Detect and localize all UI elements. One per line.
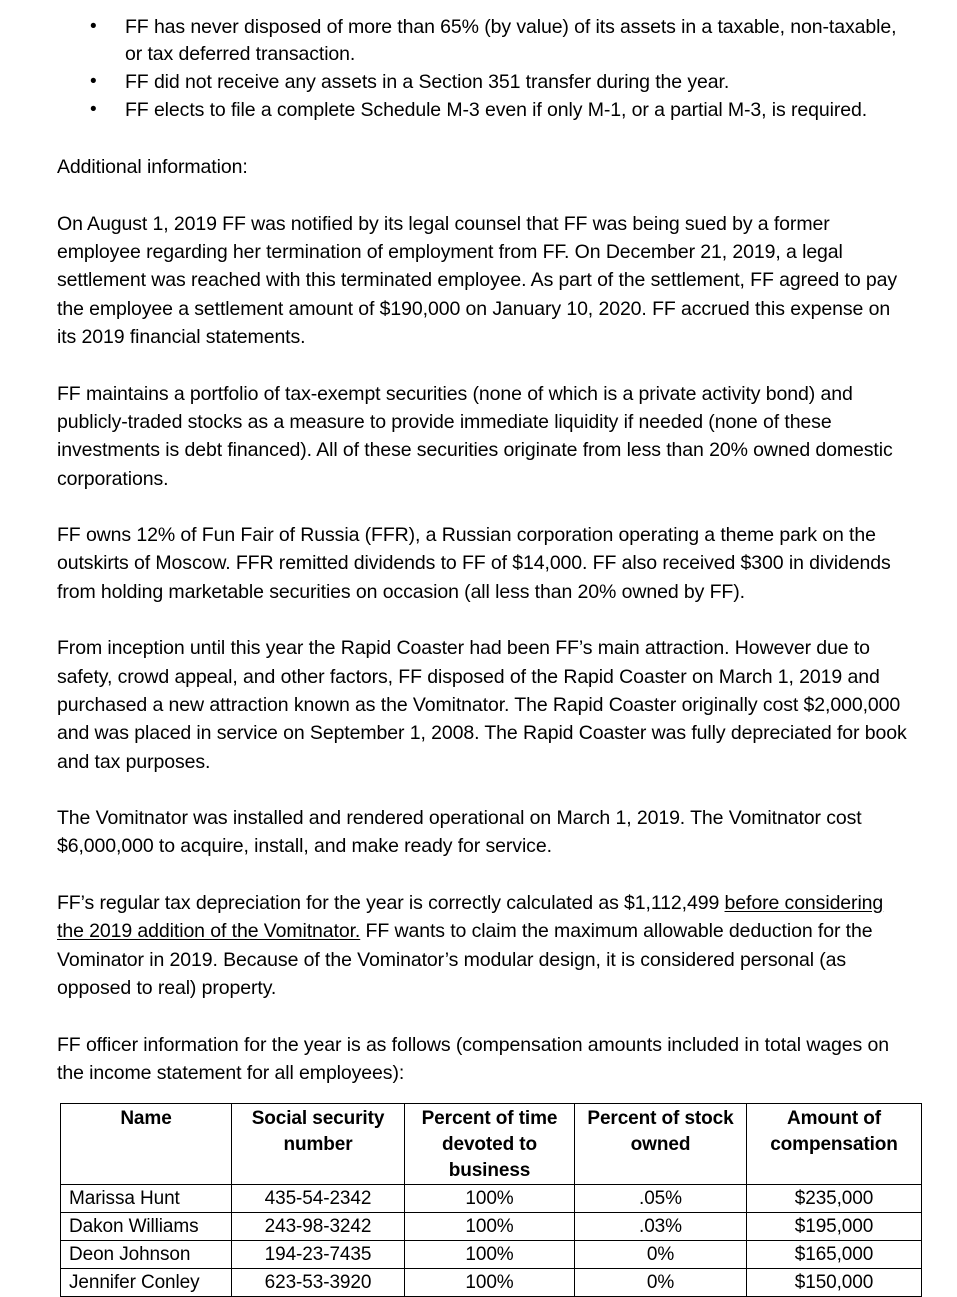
- paragraph-lawsuit-settlement: On August 1, 2019 FF was notified by its legal counsel that FF was being sued by a former employee regarding her termination of employment from FF. On December 21, 2019, a legal settlement was reached with this terminated employee. As part of the settlement, FF agreed to pay the employee a settlement amount of $190,000 on January 10, 2020. FF accrued this expense on its 2019 financial statements.: [57, 212, 898, 349]
- spacer: [57, 861, 907, 889]
- paragraph-ffr-dividends: FF owns 12% of Fun Fair of Russia (FFR), a Russian corporation operating a theme park on the outskirts of Moscow. FFR remitted dividends to FF of $14,000. FF also received $300 in dividends from holding marketable securities on occasion (all less than 20% owned by FF).: [57, 524, 891, 603]
- cell-percent-time: 100%: [405, 1269, 575, 1297]
- column-header-percent-of-time: Percent of time devoted to business: [405, 1104, 575, 1185]
- cell-percent-stock: .03%: [575, 1213, 747, 1241]
- officer-table-container: [60, 1103, 921, 1297]
- cell-percent-time: 100%: [405, 1241, 575, 1269]
- cell-name: Marissa Hunt: [61, 1185, 232, 1213]
- table-row: [61, 1241, 922, 1269]
- depreciation-text-lead: FF’s regular tax depreciation for the year is correctly calculated as $1,112,499: [57, 892, 725, 915]
- paragraph-securities-portfolio: FF maintains a portfolio of tax-exempt securities (none of which is a private activity bond) and publicly-traded stocks as a measure to provide immediate liquidity if needed (none of these investments is debt financed). All of these securities originate from less than 20% owned domestic corporations.: [57, 382, 893, 490]
- cell-percent-stock: 0%: [575, 1241, 747, 1269]
- cell-percent-stock: 0%: [575, 1269, 747, 1297]
- spacer: [57, 125, 907, 153]
- paragraph-tax-depreciation: [57, 889, 907, 1002]
- column-header-amount-of-compensation: Amount of compensation: [747, 1104, 922, 1185]
- spacer: [57, 776, 907, 804]
- table-header-row: [61, 1104, 922, 1185]
- cell-percent-stock: .05%: [575, 1185, 747, 1213]
- assumptions-bullet-list: [57, 14, 907, 124]
- cell-name: Jennifer Conley: [61, 1269, 232, 1297]
- spacer: [57, 606, 907, 634]
- officer-information-table: [60, 1103, 922, 1297]
- cell-compensation: $165,000: [747, 1241, 922, 1269]
- cell-compensation: $195,000: [747, 1213, 922, 1241]
- cell-ssn: 243-98-3242: [232, 1213, 405, 1241]
- depreciation-underlined-phrase: before considering the 2019 addition of the Vomitnator.: [57, 892, 884, 943]
- list-item: • FF has never disposed of more than 65% (by value) of its assets in a taxable, non-taxable, or tax deferred transaction.: [57, 14, 907, 68]
- depreciation-text-tail: FF wants to claim the maximum allowable deduction for the Vominator in 2019. Because of the Vominator’s modular design, it is considered personal (as opposed to real) property.: [57, 920, 873, 999]
- column-header-social-security-number: Social security number: [232, 1104, 405, 1185]
- cell-name: Deon Johnson: [61, 1241, 232, 1269]
- cell-compensation: $150,000: [747, 1269, 922, 1297]
- column-header-name: Name: [61, 1104, 232, 1185]
- paragraph-officer-intro: FF officer information for the year is as follows (compensation amounts included in total wages on the income statement for all employees):: [57, 1033, 890, 1084]
- spacer: [57, 182, 907, 210]
- spacer: [57, 351, 907, 379]
- cell-ssn: 623-53-3920: [232, 1269, 405, 1297]
- cell-compensation: $235,000: [747, 1185, 922, 1213]
- cell-ssn: 194-23-7435: [232, 1241, 405, 1269]
- cell-ssn: 435-54-2342: [232, 1185, 405, 1213]
- spacer: [57, 493, 907, 521]
- additional-information-heading: Additional information:: [57, 156, 248, 179]
- column-header-percent-of-stock: Percent of stock owned: [575, 1104, 747, 1185]
- cell-name: Dakon Williams: [61, 1213, 232, 1241]
- table-body: [61, 1185, 922, 1297]
- table-row: [61, 1269, 922, 1297]
- paragraph-rapid-coaster: From inception until this year the Rapid Coaster had been FF’s main attraction. However due to safety, crowd appeal, and other factors, FF disposed of the Rapid Coaster on March 1, 2019 and purchased a new attraction known as the Vomitnator. The Rapid Coaster originally cost $2,000,000 and was placed in service on September 1, 2008. The Rapid Coaster was fully depreciated for book and tax purposes.: [57, 637, 907, 773]
- list-item: • FF elects to file a complete Schedule M-3 even if only M-1, or a partial M-3, is required.: [57, 97, 907, 124]
- table-row: [61, 1213, 922, 1241]
- table-row: [61, 1185, 922, 1213]
- spacer: [57, 1002, 907, 1030]
- list-item: • FF did not receive any assets in a Section 351 transfer during the year.: [57, 69, 907, 96]
- cell-percent-time: 100%: [405, 1213, 575, 1241]
- paragraph-vomitnator-cost: The Vomitnator was installed and rendered operational on March 1, 2019. The Vomitnator cost $6,000,000 to acquire, install, and make ready for service.: [57, 807, 862, 858]
- table-header: [61, 1104, 922, 1185]
- cell-percent-time: 100%: [405, 1185, 575, 1213]
